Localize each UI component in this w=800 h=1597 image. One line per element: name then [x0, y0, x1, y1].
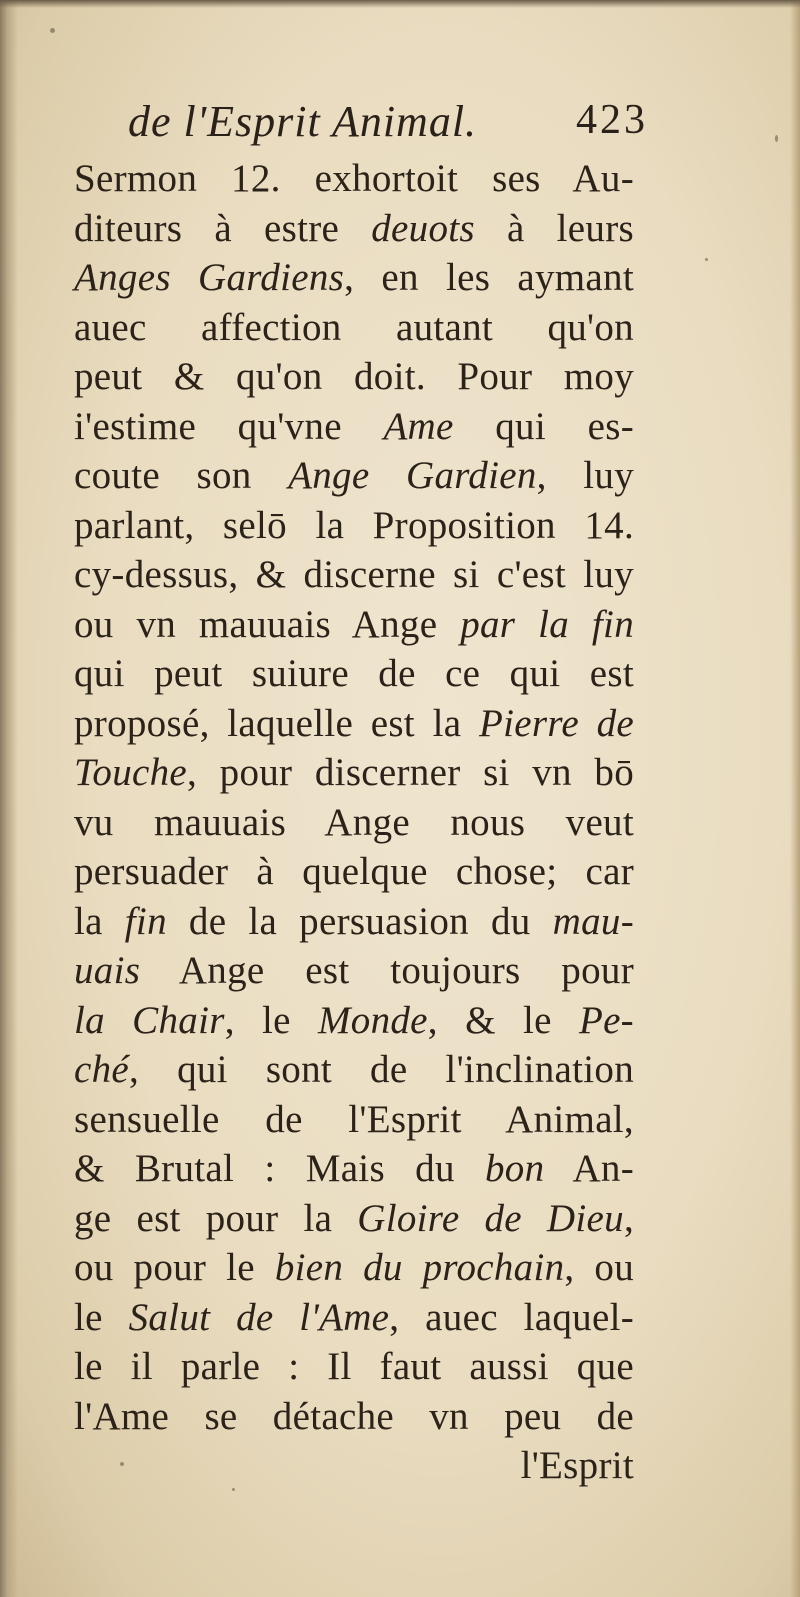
- italic-text-run: Touche: [74, 751, 188, 794]
- text-run: coute son: [74, 454, 289, 497]
- page-top-edge: [0, 0, 800, 8]
- text-run: le il parle : Il faut aussi que: [74, 1345, 634, 1388]
- text-run: & Brutal : Mais du: [74, 1147, 485, 1190]
- text-line: [74, 154, 634, 204]
- text-line: [74, 253, 634, 303]
- text-run: Ange est toujours pour: [140, 949, 634, 992]
- italic-text-run: Gloire de Dieu: [357, 1196, 624, 1240]
- text-run: , en les aymant: [344, 256, 634, 299]
- paper-speck: [705, 258, 708, 261]
- text-line: [74, 303, 634, 353]
- text-run: ge est pour la: [74, 1196, 358, 1240]
- italic-text-run: la Chair: [74, 998, 225, 1042]
- text-line: [74, 748, 634, 798]
- text-run: l'Esprit: [520, 1444, 634, 1487]
- italic-text-run: Ame: [383, 404, 454, 448]
- paper-speck: [775, 135, 778, 142]
- text-run: parlant, selō la Proposition 14.: [74, 503, 634, 547]
- text-line: [74, 1441, 634, 1491]
- running-head: [128, 96, 648, 148]
- text-line: [74, 897, 634, 947]
- text-run: , ou: [564, 1246, 635, 1289]
- text-line: [74, 501, 634, 551]
- italic-text-run: Pierre de: [478, 701, 634, 745]
- text-run: sensuelle de l'Esprit Animal,: [74, 1097, 634, 1141]
- text-line: [74, 1392, 634, 1442]
- text-run: , luy: [536, 454, 634, 497]
- page-edge-shadow: [790, 0, 800, 1597]
- text-run: ou vn mauuais Ange: [74, 602, 461, 646]
- text-line: [74, 402, 634, 452]
- text-line: [74, 649, 634, 699]
- text-line: [74, 1095, 634, 1145]
- italic-text-run: Anges Gardiens: [74, 256, 345, 299]
- text-run: la: [74, 899, 125, 943]
- italic-text-run: mau-: [552, 899, 634, 943]
- text-run: proposé, laquelle est la: [74, 701, 479, 745]
- italic-text-run: Monde: [317, 998, 428, 1042]
- text-line: [74, 946, 634, 996]
- text-run: , & le: [427, 998, 579, 1042]
- italic-text-run: Pe-: [578, 998, 634, 1042]
- body-text: [74, 154, 634, 1491]
- text-line: [74, 1342, 634, 1392]
- italic-text-run: deuots: [371, 206, 475, 250]
- text-line: [74, 550, 634, 600]
- text-run: , qui sont de l'inclination: [129, 1048, 634, 1091]
- text-line: [74, 1144, 634, 1194]
- italic-text-run: ché: [74, 1048, 130, 1091]
- text-line: [74, 600, 634, 650]
- text-run: à leurs: [474, 206, 634, 250]
- text-run: cy-dessus, & discerne si c'est luy: [74, 553, 634, 596]
- italic-text-run: uais: [74, 949, 141, 992]
- text-line: [74, 699, 634, 749]
- text-run: peut & qu'on doit. Pour moy: [74, 355, 634, 398]
- text-line: [74, 1293, 634, 1343]
- page-number: 423: [576, 97, 648, 143]
- text-line: [74, 204, 634, 254]
- text-run: qui peut suiure de ce qui est: [74, 652, 634, 695]
- text-line: [74, 1194, 634, 1244]
- text-line: [74, 847, 634, 897]
- text-run: i'estime qu'vne: [74, 404, 384, 448]
- italic-text-run: par la fin: [460, 602, 634, 646]
- text-line: [74, 798, 634, 848]
- italic-text-run: Ange Gardien: [288, 454, 537, 497]
- page-gutter-shadow: [0, 0, 18, 1597]
- italic-text-run: bien du prochain: [274, 1246, 565, 1289]
- text-run: , le: [224, 998, 318, 1042]
- text-run: , auec laquel-: [389, 1295, 635, 1339]
- paper-speck: [232, 1488, 235, 1491]
- text-run: vu mauuais Ange nous veut: [74, 800, 634, 844]
- text-run: Sermon 12. exhortoit ses Au-: [74, 157, 634, 200]
- text-run: auec affection autant qu'on: [74, 305, 634, 349]
- text-run: l'Ame se détache vn peu de: [74, 1394, 634, 1438]
- running-head-title: de l'Esprit Animal.: [128, 97, 478, 146]
- text-line: [74, 451, 634, 501]
- italic-text-run: Salut de l'Ame: [128, 1295, 390, 1339]
- paper-speck: [120, 1462, 124, 1466]
- paper-speck: [50, 28, 55, 33]
- text-run: An-: [544, 1147, 634, 1190]
- text-line: [74, 352, 634, 402]
- text-run: qui es-: [453, 404, 634, 448]
- text-run: le: [74, 1295, 129, 1339]
- text-line: [74, 996, 634, 1046]
- text-run: ,: [623, 1196, 634, 1240]
- italic-text-run: fin: [124, 899, 167, 943]
- text-line: [74, 1243, 634, 1293]
- text-run: , pour discerner si vn bō: [187, 751, 634, 794]
- text-run: de la persuasion du: [166, 899, 553, 943]
- italic-text-run: bon: [484, 1147, 545, 1190]
- text-run: persuader à quelque chose; car: [74, 850, 634, 893]
- text-run: ou pour le: [74, 1246, 275, 1289]
- text-run: diteurs à estre: [74, 206, 372, 250]
- text-line: [74, 1045, 634, 1095]
